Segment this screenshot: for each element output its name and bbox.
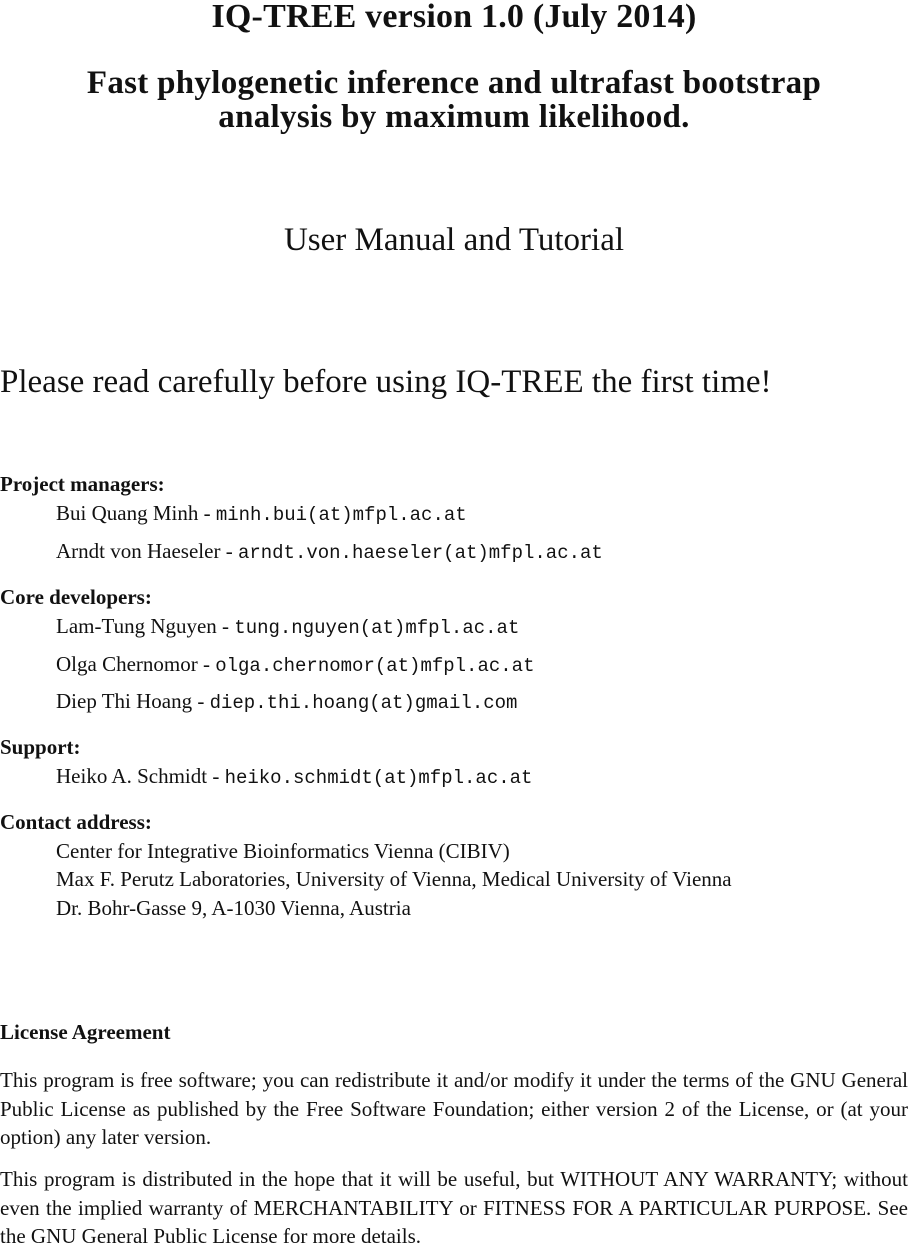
project-managers-section (0, 472, 165, 496)
person-name: Heiko A. Schmidt - (56, 764, 225, 788)
license-paragraph-1: This program is free software; you can redistribute it and/or modify it under the terms of the GNU General Public License as published by the Free Software Foundation; either version 2 of the License, or (at your option) any later version. (0, 1068, 908, 1149)
contact-heading: Contact address: (0, 810, 152, 834)
subtitle-line-1: Fast phylogenetic inference and ultrafast bootstrap (86, 65, 822, 101)
license-paragraph-2: This program is distributed in the hope that it will be useful, but WITHOUT ANY WARRANTY; without even the implied warranty of MERCHANTABILITY or FITNESS FOR A PARTICULAR PURPOSE. See the GNU General Public License for more details. (0, 1167, 908, 1248)
document-subtitle (0, 66, 908, 134)
person-name: Olga Chernomor - (56, 652, 216, 676)
contact-line: Max F. Perutz Laboratories, University of Vienna, Medical University of Vienna (56, 867, 732, 891)
person-entry (56, 652, 534, 678)
core-developers-section (0, 585, 152, 609)
project-managers-heading: Project managers: (0, 472, 165, 496)
person-email: diep.thi.hoang(at)gmail.com (209, 692, 518, 714)
document-title: IQ-TREE version 1.0 (July 2014) (211, 0, 697, 35)
person-email: tung.nguyen(at)mfpl.ac.at (234, 617, 520, 639)
person-name: Arndt von Haeseler - (56, 539, 238, 563)
person-name: Bui Quang Minh - (56, 501, 216, 525)
person-entry (56, 689, 517, 715)
license-heading: License Agreement (0, 1020, 171, 1044)
person-email: heiko.schmidt(at)mfpl.ac.at (224, 767, 533, 789)
person-email: arndt.von.haeseler(at)mfpl.ac.at (237, 542, 603, 564)
person-email: minh.bui(at)mfpl.ac.at (215, 504, 467, 526)
contact-line: Center for Integrative Bioinformatics Vienna (CIBIV) (56, 839, 510, 863)
person-entry (56, 501, 467, 527)
person-name: Diep Thi Hoang - (56, 689, 210, 713)
contact-line: Dr. Bohr-Gasse 9, A-1030 Vienna, Austria (56, 896, 411, 920)
read-notice: Please read carefully before using IQ-TREE the first time! (0, 364, 772, 400)
subtitle-line-2: analysis by maximum likelihood. (218, 99, 690, 135)
support-section (0, 735, 81, 759)
contact-section (0, 810, 152, 834)
core-developers-heading: Core developers: (0, 585, 152, 609)
person-entry (56, 764, 532, 790)
person-entry (56, 539, 603, 565)
person-entry (56, 614, 519, 640)
person-email: olga.chernomor(at)mfpl.ac.at (215, 655, 535, 677)
support-heading: Support: (0, 735, 81, 759)
manual-heading: User Manual and Tutorial (283, 222, 625, 258)
person-name: Lam-Tung Nguyen - (56, 614, 235, 638)
